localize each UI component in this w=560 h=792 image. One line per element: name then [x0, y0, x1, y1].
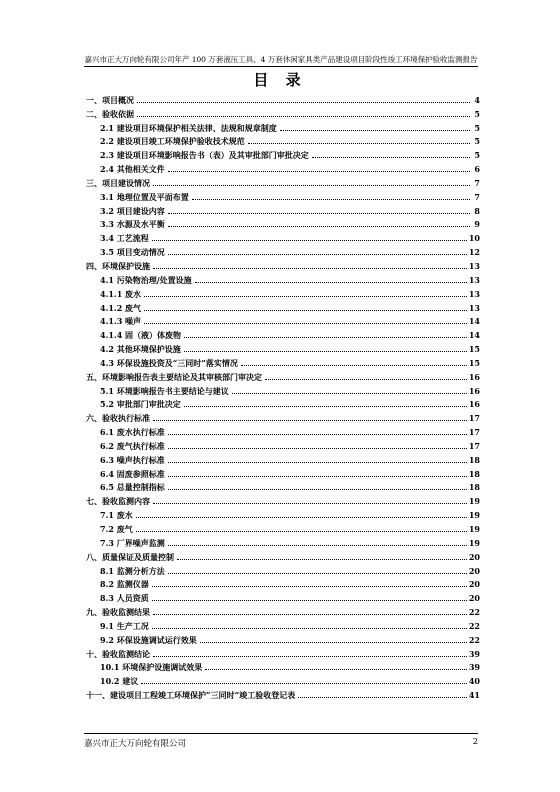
- toc-dot-leader: [136, 517, 467, 518]
- toc-dot-leader: [153, 268, 467, 269]
- toc-entry-label: 四、环境保护设施: [86, 260, 150, 271]
- toc-entry-label: 5.2 审批部门审批决定: [100, 399, 181, 410]
- toc-entry-page: 22: [468, 634, 480, 645]
- toc-dot-leader: [153, 656, 467, 657]
- toc-entry-page: 14: [468, 316, 480, 327]
- toc-entry-label: 八、质量保证及质量控制: [86, 551, 174, 562]
- toc-entry-label: 4.2 其他环境保护设施: [100, 344, 181, 355]
- toc-dot-leader: [137, 102, 470, 103]
- toc-entry-label: 二、验收依据: [86, 108, 134, 119]
- toc-entry-page: 16: [468, 385, 480, 396]
- toc-entry[interactable]: [86, 159, 480, 173]
- toc-entry-page: 6: [474, 164, 480, 175]
- toc-entry[interactable]: [86, 630, 480, 644]
- toc-entry-label: 七、验收监测内容: [86, 496, 150, 507]
- toc-entry[interactable]: [86, 339, 480, 353]
- toc-entry-page: 13: [468, 288, 480, 299]
- toc-entry-page: 10: [468, 233, 480, 244]
- toc-entry-page: 13: [468, 302, 480, 313]
- toc-entry-label: 6.3 噪声执行标准: [100, 454, 165, 465]
- toc-entry[interactable]: [86, 408, 480, 422]
- toc-dot-leader: [153, 420, 467, 421]
- toc-dot-leader: [168, 462, 467, 463]
- toc-entry-label: 2.4 其他相关文件: [100, 164, 165, 175]
- toc-entry[interactable]: [86, 312, 480, 326]
- toc-dot-leader: [144, 310, 467, 311]
- toc-dot-leader: [152, 600, 467, 601]
- toc-dot-leader: [168, 254, 467, 255]
- toc-entry-page: 16: [468, 399, 480, 410]
- toc-entry[interactable]: [86, 685, 480, 699]
- toc-entry-label: 7.1 废水: [100, 510, 133, 521]
- toc-dot-leader: [168, 476, 467, 477]
- toc-entry-label: 4.1.4 固（液）体废物: [100, 330, 182, 341]
- toc-entry-label: 一、项目概况: [86, 94, 134, 105]
- toc-entry-page: 9: [474, 219, 480, 230]
- toc-entry-page: 18: [468, 454, 480, 465]
- toc-entry-page: 40: [468, 676, 480, 687]
- toc-dot-leader: [177, 559, 467, 560]
- toc-entry[interactable]: [86, 519, 480, 533]
- toc-dot-leader: [298, 697, 467, 698]
- toc-entry-label: 6.5 总量控制指标: [100, 482, 165, 493]
- toc-entry-label: 三、项目建设情况: [86, 177, 150, 188]
- toc-entry[interactable]: [86, 298, 480, 312]
- toc-dot-leader: [192, 199, 470, 200]
- toc-entry-page: 13: [468, 260, 480, 271]
- toc-entry-label: 3.2 项目建设内容: [100, 205, 165, 216]
- toc-entry-page: 19: [468, 537, 480, 548]
- toc-dot-leader: [184, 406, 467, 407]
- toc-entry-page: 41: [468, 690, 480, 701]
- toc-entry[interactable]: [86, 215, 480, 229]
- toc-entry[interactable]: [86, 325, 480, 339]
- toc-entry[interactable]: [86, 353, 480, 367]
- toc-dot-leader: [144, 296, 467, 297]
- toc-entry-page: 12: [468, 247, 480, 258]
- header-divider: [84, 66, 478, 67]
- toc-entry-label: 3.4 工艺流程: [100, 233, 149, 244]
- toc-entry-label: 6.2 废气执行标准: [100, 440, 165, 451]
- toc-dot-leader: [152, 240, 467, 241]
- toc-entry-page: 7: [474, 191, 480, 202]
- toc-entry-label: 3.5 项目变动情况: [100, 247, 165, 258]
- toc-entry-label: 8.3 人员资质: [100, 593, 149, 604]
- running-header: 嘉兴市正大万向轮有限公司年产 100 万套液压工具、4 万套休闲家具类产品建设项目阶段性竣工环境保护验收监测报告: [84, 55, 478, 64]
- toc-entry[interactable]: [86, 381, 480, 395]
- toc-dot-leader: [168, 545, 467, 546]
- toc-entry[interactable]: [86, 588, 480, 602]
- toc-entry[interactable]: [86, 644, 480, 658]
- toc-title: 目 录: [253, 71, 307, 89]
- toc-entry[interactable]: [86, 533, 480, 547]
- toc-dot-leader: [168, 489, 467, 490]
- toc-entry-label: 六、验收执行标准: [86, 413, 150, 424]
- toc-entry[interactable]: [86, 284, 480, 298]
- toc-entry-label: 3.1 地理位置及平面布置: [100, 191, 189, 202]
- toc-entry[interactable]: [86, 464, 480, 478]
- toc-entry-label: 4.1.3 噪声: [100, 316, 142, 327]
- toc-entry-page: 5: [474, 108, 480, 119]
- toc-dot-leader: [280, 130, 470, 131]
- toc-entry[interactable]: [86, 228, 480, 242]
- toc-dot-leader: [184, 351, 467, 352]
- toc-dot-leader: [137, 116, 470, 117]
- toc-dot-leader: [152, 628, 467, 629]
- toc-entry[interactable]: [86, 491, 480, 505]
- toc-entry-label: 4.3 环保设施投资及“三同时”落实情况: [100, 357, 238, 368]
- toc-entry-label: 4.1.1 废水: [100, 288, 142, 299]
- toc-entry-label: 2.1 建设项目环境保护相关法律、法规和规章制度: [100, 122, 277, 133]
- toc-entry[interactable]: [86, 173, 480, 187]
- toc-entry[interactable]: [86, 270, 480, 284]
- toc-entry-page: 39: [468, 662, 480, 673]
- toc-entry[interactable]: [86, 145, 480, 159]
- toc-entry-page: 5: [474, 122, 480, 133]
- toc-entry[interactable]: [86, 187, 480, 201]
- toc-entry-page: 18: [468, 482, 480, 493]
- toc-entry-label: 9.1 生产工况: [100, 620, 149, 631]
- toc-entry-page: 19: [468, 524, 480, 534]
- toc-entry[interactable]: [86, 132, 480, 146]
- footer-divider: [84, 733, 478, 734]
- toc-dot-leader: [141, 683, 467, 684]
- toc-dot-leader: [168, 226, 470, 227]
- toc-entry[interactable]: [86, 658, 480, 672]
- toc-dot-leader: [232, 393, 467, 394]
- toc-dot-leader: [168, 213, 470, 214]
- toc-dot-leader: [144, 323, 467, 324]
- toc-entry-label: 十、验收监测结论: [86, 648, 150, 659]
- toc-dot-leader: [152, 586, 467, 587]
- toc-dot-leader: [195, 282, 467, 283]
- toc-entry-label: 8.1 监测分析方法: [100, 565, 165, 576]
- toc-entry-page: 7: [474, 177, 480, 188]
- toc-entry[interactable]: [86, 436, 480, 450]
- toc-entry-label: 十一、建设项目工程竣工环境保护“三同时”竣工验收登记表: [86, 690, 296, 701]
- toc-entry-label: 9.2 环保设施调试运行效果: [100, 634, 197, 645]
- page-number: 2: [472, 737, 478, 747]
- toc-entry[interactable]: [86, 547, 480, 561]
- toc-dot-leader: [168, 448, 467, 449]
- toc-entry-label: 九、验收监测结果: [86, 607, 150, 618]
- toc-dot-leader: [153, 503, 467, 504]
- toc-dot-leader: [168, 171, 470, 172]
- toc-dot-leader: [153, 614, 467, 615]
- toc-entry-label: 2.2 建设项目竣工环境保护验收技术规范: [100, 136, 245, 147]
- toc-entry[interactable]: [86, 242, 480, 256]
- toc-entry-label: 8.2 监测仪器: [100, 579, 149, 590]
- toc-entry-label: 2.3 建设项目环境影响报告书（表）及其审批部门审批决定: [100, 150, 309, 161]
- toc-entry-page: 20: [468, 551, 480, 562]
- toc-entry-label: 五、环境影响报告表主要结论及其审核部门审决定: [86, 371, 262, 382]
- toc-entry[interactable]: [86, 616, 480, 630]
- toc-entry[interactable]: [86, 450, 480, 464]
- toc-entry-page: 17: [468, 440, 480, 451]
- toc-entry-label: 4.1 污染物治理/处置设施: [100, 274, 192, 285]
- toc-entry-label: 3.3 水源及水平衡: [100, 219, 165, 230]
- toc-entry[interactable]: [86, 90, 480, 104]
- toc-entry[interactable]: [86, 602, 480, 616]
- footer-company: 嘉兴市正大万向轮有限公司: [84, 739, 187, 749]
- toc-entry-label: 6.4 固废参照标准: [100, 468, 165, 479]
- toc-entry[interactable]: [86, 201, 480, 215]
- toc-entry-page: 19: [468, 496, 480, 507]
- toc-entry-label: 7.3 厂界噪声监测: [100, 537, 165, 548]
- toc-entry-page: 16: [468, 371, 480, 382]
- toc-entry-label: 4.1.2 废气: [100, 302, 142, 313]
- toc-dot-leader: [200, 642, 467, 643]
- toc-entry[interactable]: [86, 575, 480, 589]
- toc-entry-page: 8: [474, 205, 480, 216]
- toc-dot-leader: [241, 365, 467, 366]
- toc-entry[interactable]: [86, 422, 480, 436]
- toc-entry-label: 5.1 环境影响报告书主要结论与建议: [100, 385, 229, 396]
- toc-entry-label: 7.2 废气: [100, 524, 133, 534]
- toc-entry-page: 20: [468, 593, 480, 604]
- toc-dot-leader: [248, 143, 470, 144]
- toc-entry[interactable]: [86, 561, 480, 575]
- toc-entry[interactable]: [86, 118, 480, 132]
- table-of-contents: [86, 90, 480, 699]
- toc-entry-page: 20: [468, 579, 480, 590]
- toc-dot-leader: [168, 573, 467, 574]
- toc-entry-label: 6.1 废水执行标准: [100, 427, 165, 438]
- toc-dot-leader: [136, 531, 467, 532]
- toc-entry-page: 15: [468, 357, 480, 368]
- toc-dot-leader: [153, 185, 470, 186]
- toc-entry-page: 39: [468, 648, 480, 659]
- toc-entry-page: 17: [468, 413, 480, 424]
- toc-entry-page: 19: [468, 510, 480, 521]
- toc-entry-label: 10.1 环境保护设施调试效果: [100, 662, 203, 673]
- toc-dot-leader: [205, 669, 467, 670]
- toc-entry[interactable]: [86, 395, 480, 409]
- toc-entry-page: 15: [468, 344, 480, 355]
- toc-entry-page: 5: [474, 150, 480, 161]
- toc-entry[interactable]: [86, 505, 480, 519]
- toc-entry-page: 5: [474, 136, 480, 147]
- toc-entry-page: 14: [468, 330, 480, 341]
- toc-entry-page: 22: [468, 607, 480, 618]
- toc-entry[interactable]: [86, 478, 480, 492]
- toc-entry-page: 22: [468, 620, 480, 631]
- toc-entry[interactable]: [86, 104, 480, 118]
- toc-entry[interactable]: [86, 367, 480, 381]
- toc-entry[interactable]: [86, 671, 480, 685]
- toc-dot-leader: [184, 337, 467, 338]
- toc-entry-page: 20: [468, 565, 480, 576]
- toc-entry-page: 4: [474, 94, 480, 105]
- toc-dot-leader: [265, 379, 467, 380]
- toc-entry-page: 13: [468, 274, 480, 285]
- toc-entry[interactable]: [86, 256, 480, 270]
- toc-entry-page: 18: [468, 468, 480, 479]
- toc-dot-leader: [312, 157, 470, 158]
- toc-dot-leader: [168, 434, 467, 435]
- toc-entry-label: 10.2 建议: [100, 676, 139, 687]
- toc-entry-page: 17: [468, 427, 480, 438]
